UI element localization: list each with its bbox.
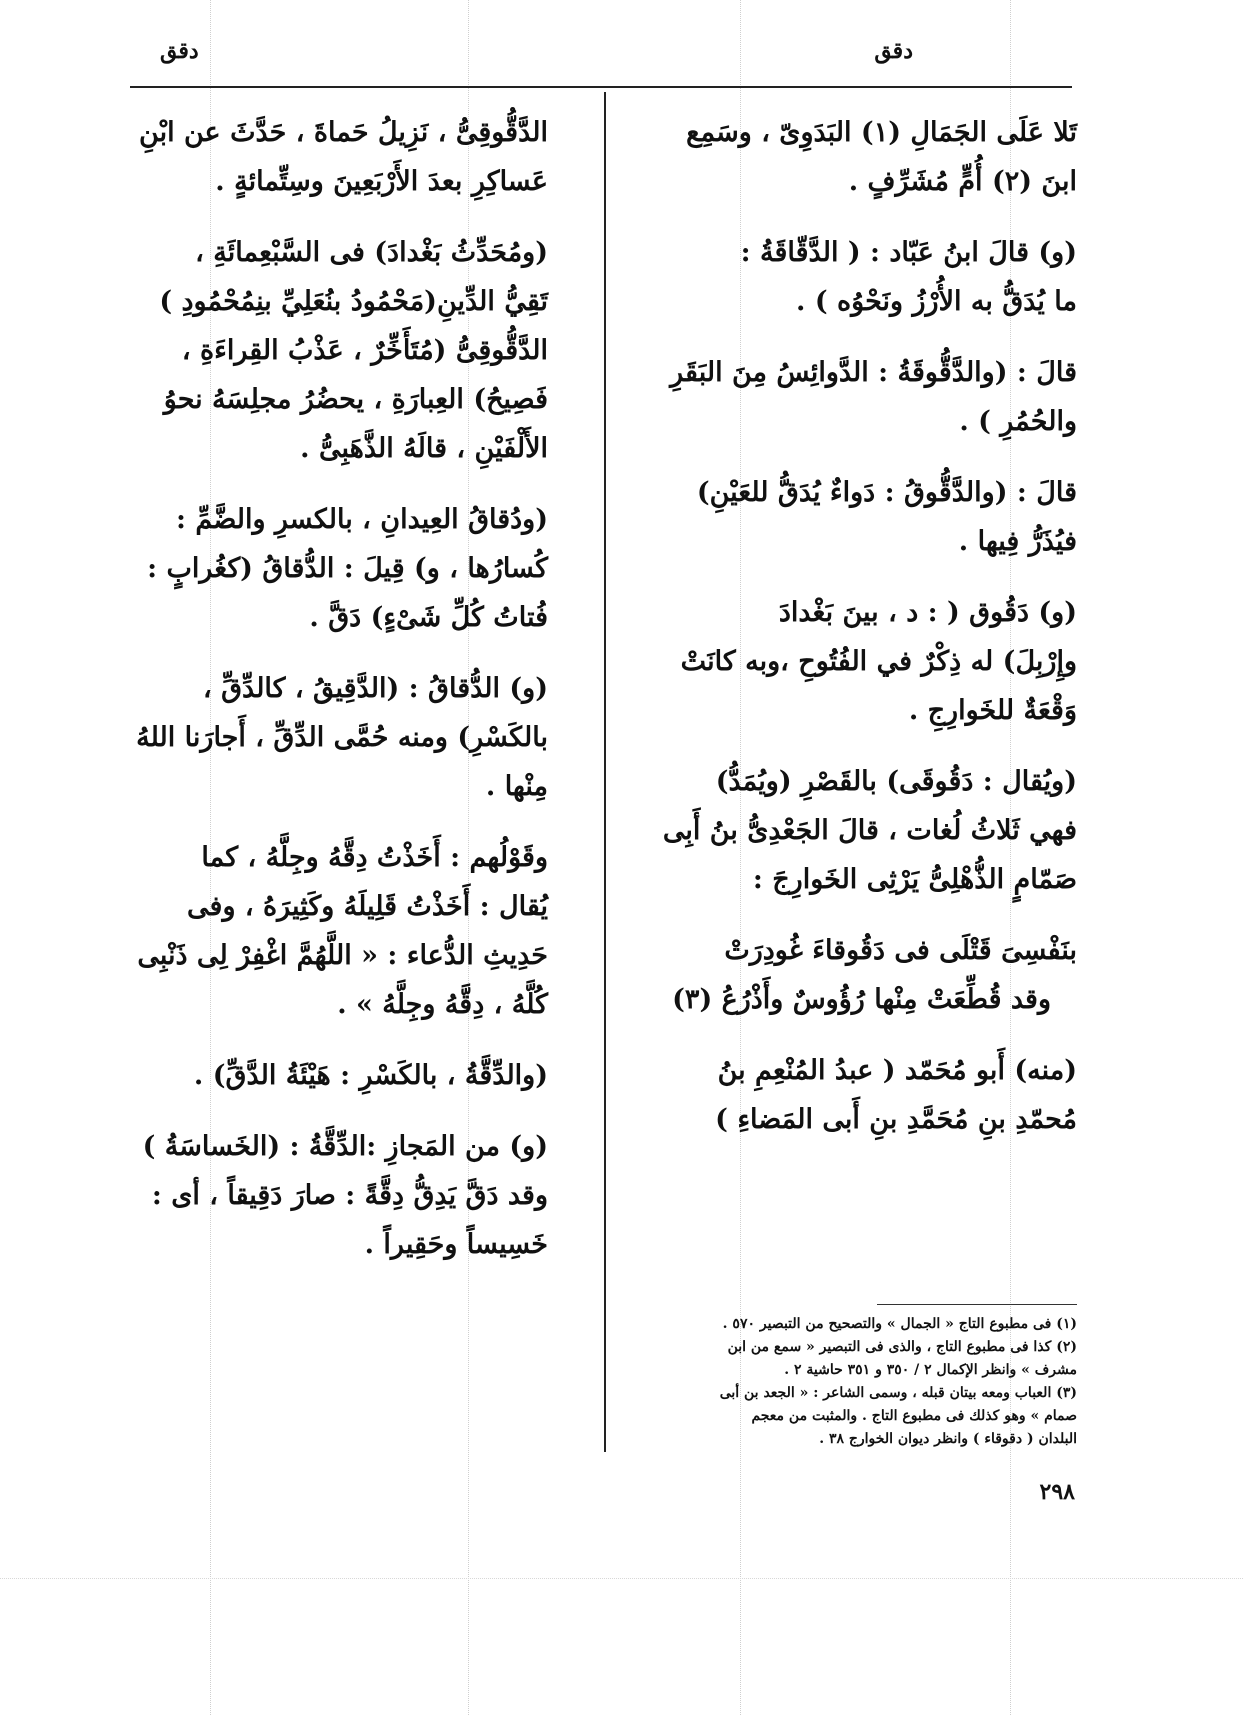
text-line: (ويُقال : دَقُوقَى) بالقَصْرِ (ويُمَدُّ) (715, 766, 1077, 797)
text-line: فَصِيحُ) العِبارَةِ ، يحضُرُ مجلِسَهُ نحوُ (163, 384, 548, 415)
footnote-line: مشرف » وانظر الإكمال ٢ / ٣٥٠ و ٣٥١ حاشية ٢ . (784, 1362, 1077, 1378)
text-line: كُسارُها ، و) قِيلَ : الدُّقاقُ (كغُرابٍ : (147, 553, 548, 584)
paragraph (118, 1051, 548, 1100)
paragraph (118, 664, 548, 811)
text-line: (و) من المَجازِ :الدِّقَّةُ : (الخَساسَةُ ) (142, 1131, 548, 1162)
text-line: (ومُحَدِّثُ بَغْدادَ) فى السَّبْعِمائَةِ ، (195, 237, 548, 268)
text-line: خَسِيساً وحَقِيراً . (364, 1229, 548, 1260)
text-line: قالَ : (والدَّقُّوقَةُ : الدَّوائِسُ مِنَ البَقَرِ (670, 357, 1077, 388)
paragraph (118, 108, 548, 206)
paragraph (647, 1046, 1077, 1144)
running-head-left: دقق (160, 38, 199, 64)
right-column (647, 108, 1077, 1166)
verse-line: بنَفْسِىَ قَتْلَى فى دَقُوقاءَ غُودِرَتْ (724, 935, 1077, 966)
page-number: ٢٩٨ (1039, 1479, 1075, 1505)
text-line: تَلا عَلَى الجَمَالِ (١) البَدَوِىّ ، وسَمِع (686, 117, 1077, 148)
text-line: فهي ثَلاثُ لُغات ، قالَ الجَعْدِىُّ بنُ أَبِى (662, 815, 1077, 846)
text-line: ما يُدَقُّ به الأُرْزُ ونَحْوُه ) . (796, 286, 1077, 317)
verse-line: وقد قُطِّعَتْ مِنْها رُؤُوسٌ وأَذْرُعُ (٣) (672, 984, 1051, 1015)
column-divider (604, 92, 606, 1452)
left-column (118, 108, 548, 1291)
poetry-verse (647, 926, 1077, 1024)
text-line: وقد دَقَّ يَدِقُّ دِقَّةً : صارَ دَقِيقاً ، أى : (151, 1180, 548, 1211)
text-line: فيُذَرُّ فِيها . (958, 526, 1077, 557)
footnote-rule (877, 1304, 1077, 1305)
right-column-paragraphs (647, 108, 1077, 904)
paragraph (647, 108, 1077, 206)
paragraph (647, 757, 1077, 904)
paragraph (118, 495, 548, 642)
footnote-line: صمام » وهو كذلك فى مطبوع التاج . والمثبت من معجم (751, 1408, 1077, 1424)
footnote-line: (١) فى مطبوع التاج « الجمال » والتصحيح من التبصير ٥٧٠ . (722, 1316, 1077, 1332)
text-line: (ودُقاقُ العِيدانِ ، بالكسرِ والضَّمِّ : (175, 504, 548, 535)
paragraph (118, 228, 548, 473)
text-line: ابنَ (٢) أُمٍّ مُشَرِّفٍ . (848, 166, 1077, 197)
text-line: كُلَّهُ ، دِقَّهُ وجِلَّهُ » . (337, 989, 548, 1020)
right-column-paragraphs-after-verse (647, 1046, 1077, 1144)
left-column-paragraphs (118, 108, 548, 1269)
text-line: صَمّامٍ الذُّهْلِىُّ يَرْثِى الخَوارِجَ : (752, 864, 1077, 895)
paragraph (118, 833, 548, 1029)
text-line: عَساكِرِ بعدَ الأَرْبَعِينَ وسِتِّمائةٍ . (215, 166, 548, 197)
header-rule (130, 86, 1072, 88)
text-line: (و) دَقُوق ( : د ، بينَ بَغْدادَ (778, 597, 1077, 628)
text-line: مِنْها . (485, 771, 548, 802)
text-line: (و) الدُّقاقُ : (الدَّقِيقُ ، كالدِّقِّ ، (202, 673, 548, 704)
paragraph (647, 228, 1077, 326)
scan-guide-line (0, 1578, 1243, 1579)
paragraph (647, 468, 1077, 566)
text-line: مُحمّدِ بنِ مُحَمَّدِ بنِ أَبى المَضاءِ ) (715, 1104, 1077, 1135)
text-line: الأَلْفَيْنِ ، قالَهُ الذَّهَبِىُّ . (300, 433, 548, 464)
footnote-line: البلدان ( دقوقاء ) وانظر ديوان الخوارج ٣٨ . (819, 1431, 1077, 1447)
text-line: الدَّقُّوقِىُّ ، نَزِيلُ حَماةَ ، حَدَّثَ عن ابْنِ (139, 117, 548, 148)
text-line: قالَ : (والدَّقُّوقُ : دَواءٌ يُدَقُّ للعَيْنِ) (696, 477, 1077, 508)
text-line: وَقْعَةٌ للخَوارِجِ . (908, 695, 1077, 726)
paragraph (118, 1122, 548, 1269)
paragraph (647, 348, 1077, 446)
footnotes (647, 1313, 1077, 1451)
footnote-line: (٢) كذا فى مطبوع التاج ، والذى فى التبصير « سمع من ابن (727, 1339, 1077, 1355)
footnote-line: (٣) العباب ومعه بيتان قبله ، وسمى الشاعر : « الجعد بن أبى (719, 1385, 1077, 1401)
text-line: فُتاتُ كُلِّ شَىْءٍ) دَقَّ . (309, 602, 548, 633)
text-line: تَقِيُّ الدِّينِ(مَحْمُودُ بنُعَلِيِّ بنِمُحْمُودِ ) (159, 286, 548, 317)
text-line: الدَّقُّوقِىُّ (مُتَأَخِّرٌ ، عَذْبُ القِراءَةِ ، (181, 335, 548, 366)
running-head-right: دقق (874, 38, 913, 64)
text-line: بالكَسْرِ) ومنه حُمَّى الدِّقِّ ، أَجارَنا اللهُ (136, 722, 548, 753)
text-line: (منه) أَبو مُحَمّد ( عبدُ المُنْعِمِ بنُ (717, 1055, 1077, 1086)
text-line: (و) قالَ ابنُ عَبّاد : ( الدَّقّاقَةُ : (740, 237, 1077, 268)
text-line: حَدِيثِ الدُّعاء : « اللَّهُمَّ اغْفِرْ لِى ذَنْبِى (137, 940, 548, 971)
paragraph (647, 588, 1077, 735)
text-line: والحُمُرِ ) . (959, 406, 1077, 437)
text-line: (والدِّقَّةُ ، بالكَسْرِ : هَيْئَةُ الدَّقِّ) . (193, 1060, 548, 1091)
text-line: وقَوْلُهم : أَخَذْتُ دِقَّهُ وجِلَّهُ ، كما (201, 842, 548, 873)
text-line: وإِرْبِلَ) له ذِكْرٌ في الفُتُوحِ ،وبه كانَتْ (680, 646, 1077, 677)
text-line: يُقال : أَخَذْتُ قَلِيلَهُ وكَثِيرَهُ ، وفى (187, 891, 548, 922)
